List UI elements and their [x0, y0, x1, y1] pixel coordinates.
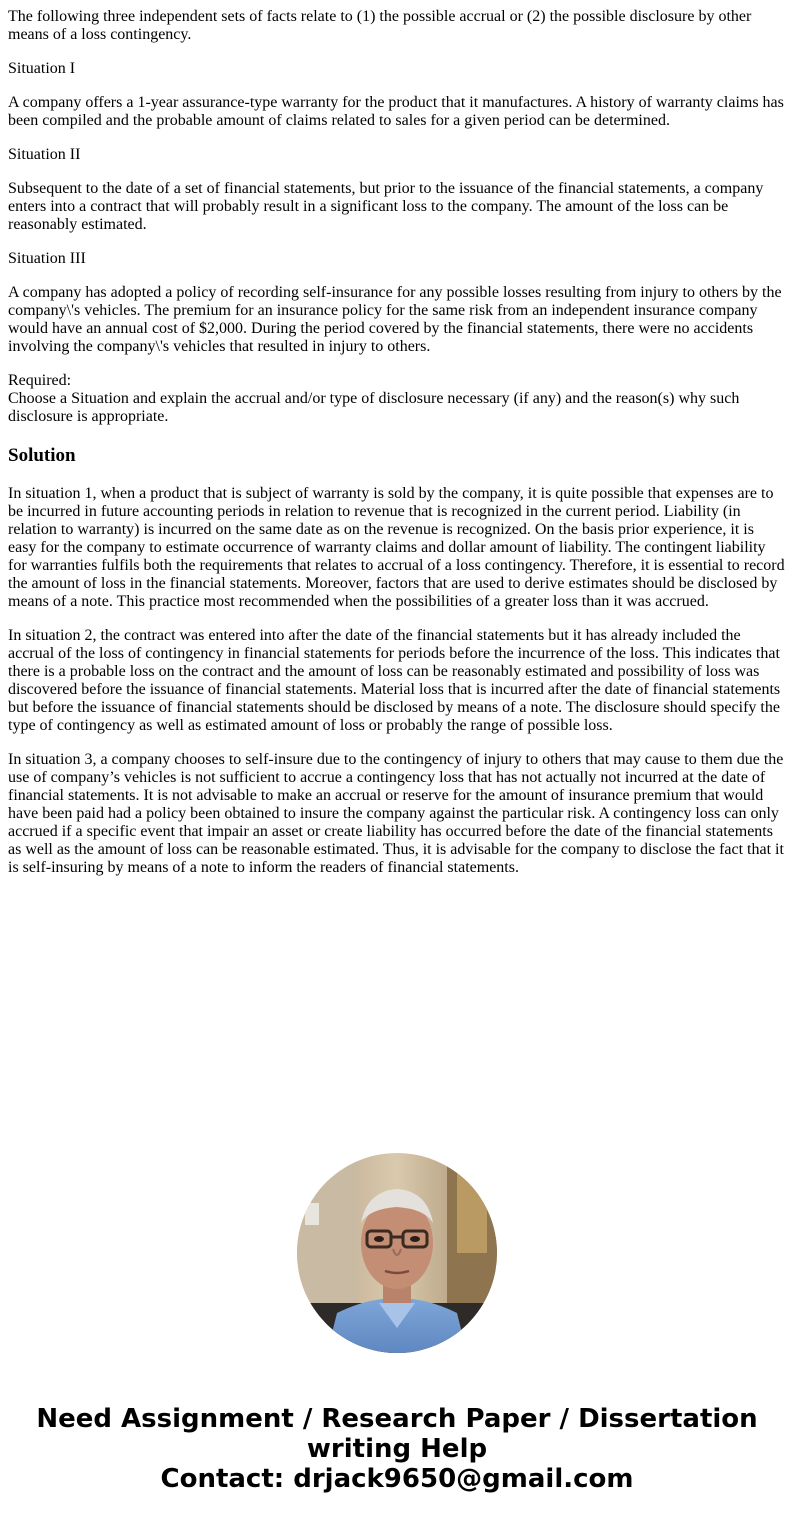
question-section	[8, 8, 786, 442]
solution-paragraph-3: In situation 3, a company chooses to self-insure due to the contingency of injury to others that may cause to them due the use of company’s vehicles is not sufficient to accrue a contingency loss that has not actually not incurred at the date of financial statements. It is not advisable to make an accrual or reserve for the amount of insurance premium that would have been paid had a policy been obtained to insure the company against the particular risk. A contingency loss can only accrued if a specific event that impair an asset or create liability has occurred before the date of the financial statements as well as the amount of loss can be reasonable estimated. Thus, it is advisable for the company to disclose the fact that it is self-insuring by means of a note to inform the readers of financial statements.	[8, 751, 784, 876]
solution-body	[8, 485, 786, 893]
situation-1-text: A company offers a 1-year assurance-type warranty for the product that it manufactures. A history of warranty claims has been compiled and the probable amount of claims related to sales for a given period can be determined.	[8, 94, 784, 129]
promo-banner	[0, 1404, 794, 1494]
situation-2-heading: Situation II	[8, 146, 81, 163]
promo-line-2: writing Help	[306, 1434, 488, 1464]
promo-line-1: Need Assignment / Research Paper / Dissertation	[36, 1404, 758, 1434]
situation-3-heading: Situation III	[8, 250, 86, 267]
author-photo	[297, 1153, 497, 1353]
solution-paragraph-2: In situation 2, the contract was entered into after the date of the financial statements but it has already included the accrual of the loss of contingency in financial statements for periods before the incurrence of the loss. This indicates that there is a probable loss on the contract and the amount of loss can be reasonably estimated and possibility of loss was discovered before the issuance of financial statements. Material loss that is incurred after the date of financial statements but before the issuance of financial statements should be disclosed by means of a note. The disclosure should specify the type of contingency as well as estimated amount of loss or probably the range of possible loss.	[8, 627, 781, 734]
promo-contact: Contact: drjack9650@gmail.com	[160, 1464, 634, 1494]
situation-1-heading: Situation I	[8, 60, 76, 77]
solution-heading: Solution	[8, 445, 76, 466]
author-avatar	[297, 1153, 497, 1353]
required-label: Required:	[8, 372, 72, 389]
situation-2-text: Subsequent to the date of a set of financial statements, but prior to the issuance of the financial statements, a company enters into a contract that will probably result in a significant loss to the company. The amount of the loss can be reasonably estimated.	[8, 180, 764, 233]
situation-3-text: A company has adopted a policy of recording self-insurance for any possible losses resulting from injury to others by the company\'s vehicles. The premium for an insurance policy for the same risk from an independent insurance company would have an annual cost of $2,000. During the period covered by the financial statements, there were no accidents involving the company\'s vehicles that resulted in injury to others.	[8, 284, 782, 355]
question-intro: The following three independent sets of facts relate to (1) the possible accrual or (2) the possible disclosure by other means of a loss contingency.	[8, 8, 752, 43]
required-text: Choose a Situation and explain the accrual and/or type of disclosure necessary (if any) and the reason(s) why such disclosure is appropriate.	[8, 390, 740, 425]
solution-paragraph-1: In situation 1, when a product that is subject of warranty is sold by the company, it is quite possible that expenses are to be incurred in future accounting periods in relation to revenue that is recognized in the current period. Liability (in relation to warranty) is incurred on the same date as on the revenue is recognized. On the basis prior experience, it is easy for the company to estimate occurrence of warranty claims and dollar amount of liability. The contingent liability for warranties fulfils both the requirements that relates to accrual of a loss contingency. Therefore, it is essential to record the amount of loss in the financial statements. Moreover, factors that are used to derive estimates should be disclosed by means of a note. This practice most recommended when the possibilities of a greater loss than it was accrued.	[8, 485, 785, 610]
required-block	[8, 372, 786, 426]
